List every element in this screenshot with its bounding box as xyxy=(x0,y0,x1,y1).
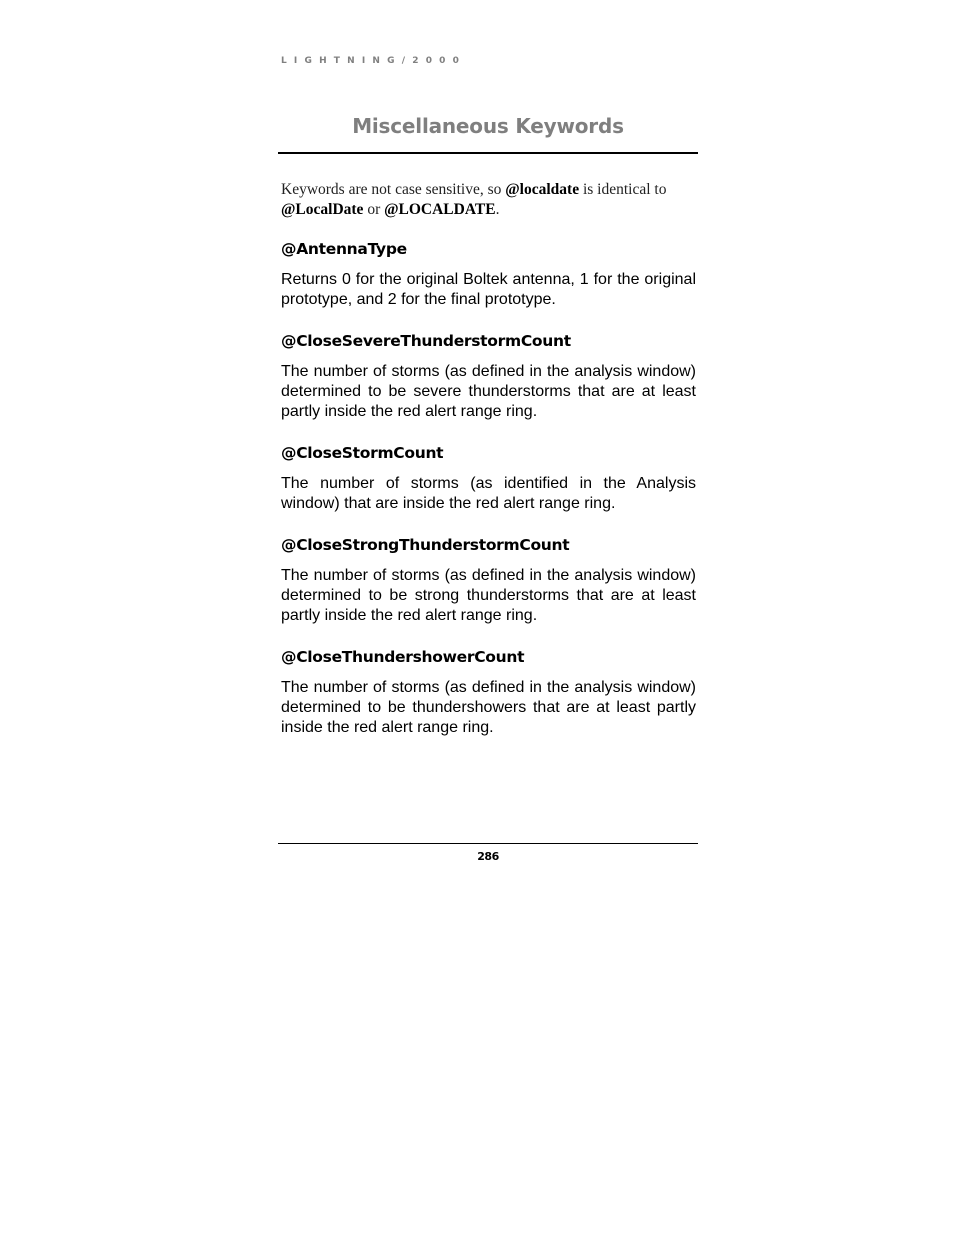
intro-text: Keywords are not case sensitive, so xyxy=(281,181,506,198)
keyword-heading-close-strong-thunderstorm-count: @CloseStrongThunderstormCount xyxy=(281,536,570,554)
page-content xyxy=(281,180,696,759)
keyword-description: The number of storms (as defined in the analysis window) determined to be thundershowers that are at least partly inside the red alert range ring. xyxy=(281,679,696,736)
keyword-heading-close-thundershower-count: @CloseThundershowerCount xyxy=(281,648,525,666)
keyword-heading-antenna-type: @AntennaType xyxy=(281,240,407,258)
intro-text: is identical to xyxy=(579,181,667,198)
keyword-description: The number of storms (as defined in the analysis window) determined to be strong thunderstorms that are at least partly inside the red alert range ring. xyxy=(281,567,696,624)
page-title: Miscellaneous Keywords xyxy=(352,114,624,138)
intro-paragraph xyxy=(281,180,696,219)
footer-divider xyxy=(278,843,698,844)
keyword-example: @LocalDate xyxy=(281,200,364,218)
keyword-example: @LOCALDATE xyxy=(384,200,496,218)
keyword-description: Returns 0 for the original Boltek antenna, 1 for the original prototype, and 2 for the final prototype. xyxy=(281,271,696,308)
keyword-example: @localdate xyxy=(505,181,580,198)
intro-text: or xyxy=(363,200,385,218)
page-number: 286 xyxy=(477,850,499,863)
intro-text: . xyxy=(495,200,500,218)
title-divider xyxy=(278,152,698,154)
keyword-description: The number of storms (as identified in the Analysis window) that are inside the red alert range ring. xyxy=(281,475,696,512)
keyword-heading-close-severe-thunderstorm-count: @CloseSevereThunderstormCount xyxy=(281,332,571,350)
keyword-heading-close-storm-count: @CloseStormCount xyxy=(281,444,444,462)
keyword-description: The number of storms (as defined in the analysis window) determined to be severe thunderstorms that are at least partly inside the red alert range ring. xyxy=(281,363,696,420)
running-header: LIGHTNING/2000 xyxy=(281,56,467,66)
